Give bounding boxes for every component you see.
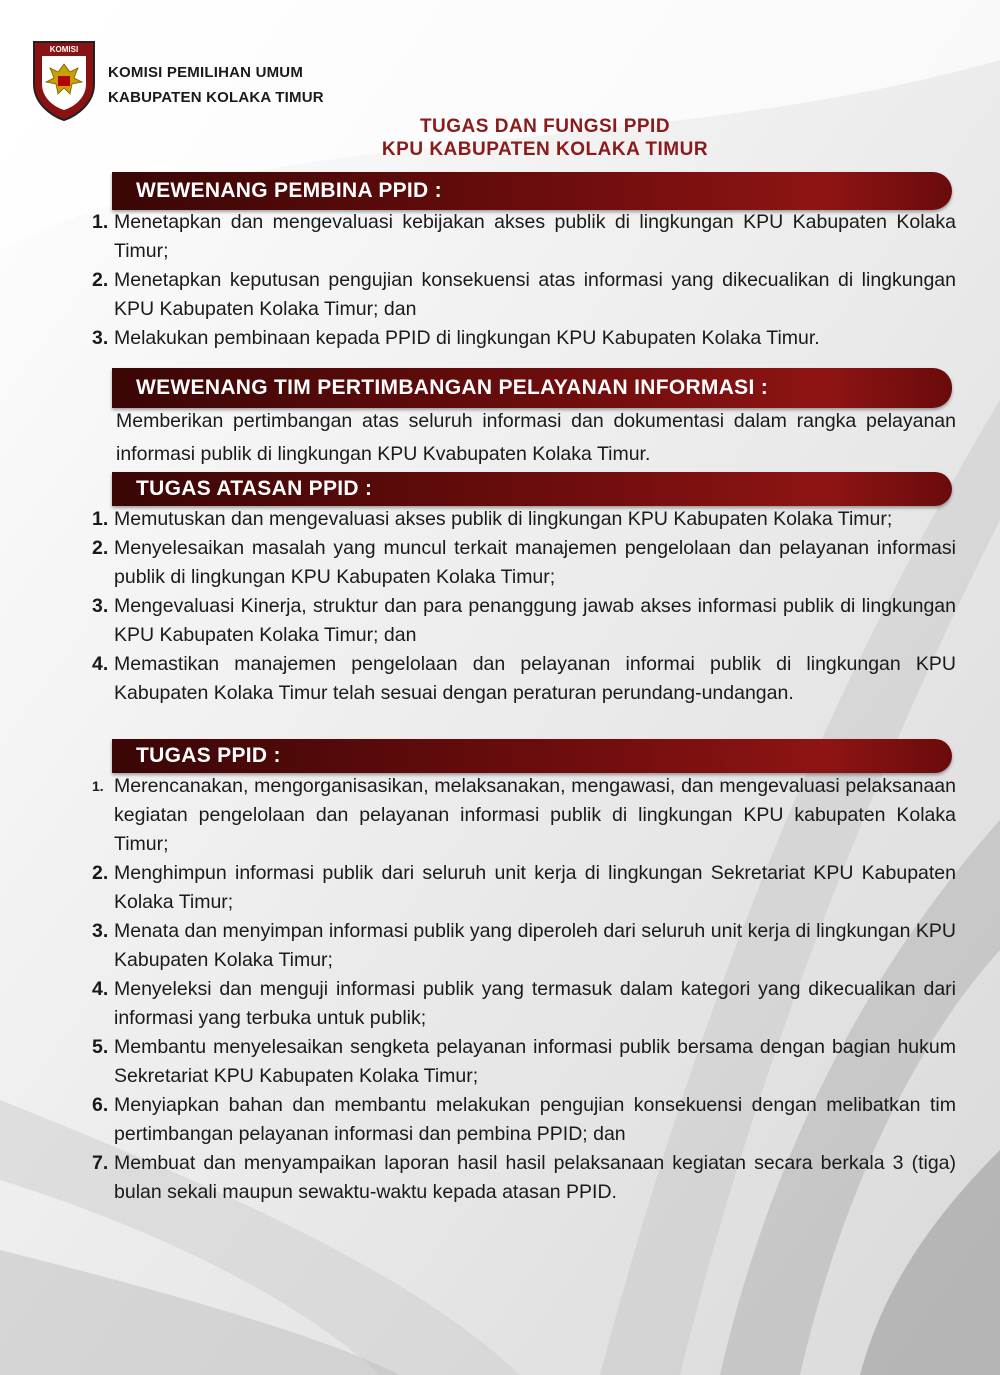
list-item [92, 650, 956, 708]
item-text: Memastikan manajemen pengelolaan dan pelayanan informai publik di lingkungan KPU Kabupaten Kolaka Timur telah sesuai dengan peraturan perundang-undangan. [114, 653, 956, 704]
item-text: Membantu menyelesaikan sengketa pelayanan informasi publik bersama dengan bagian hukum Sekretariat KPU Kabupaten Kolaka Timur; [114, 1036, 956, 1087]
list-item [92, 534, 956, 592]
title-line-2: KPU KABUPATEN KOLAKA TIMUR [381, 139, 709, 160]
item-number: 4. [92, 978, 109, 1000]
item-text: Memutuskan dan mengevaluasi akses publik di lingkungan KPU Kabupaten Kolaka Timur; [114, 508, 893, 530]
item-number: 4. [92, 653, 109, 675]
org-line-2: KABUPATEN KOLAKA TIMUR [108, 89, 324, 106]
item-text: Menyeleksi dan menguji informasi publik yang termasuk dalam kategori yang dikecualikan dari informasi yang terbuka untuk publik; [114, 978, 956, 1029]
list-item [92, 975, 956, 1033]
list-item [92, 592, 956, 650]
list-item [92, 772, 956, 859]
item-number: 3. [92, 327, 109, 349]
list-item [92, 1091, 956, 1149]
item-number: 1. [92, 211, 109, 233]
org-line-1: KOMISI PEMILIHAN UMUM [108, 64, 304, 81]
list-item [92, 1033, 956, 1091]
item-text: Menghimpun informasi publik dari seluruh unit kerja di lingkungan Sekretariat KPU Kabupaten Kolaka Timur; [114, 862, 956, 913]
item-text: Mengevaluasi Kinerja, struktur dan para penanggung jawab akses informasi publik di lingkungan KPU Kabupaten Kolaka Timur; dan [114, 595, 956, 646]
list-item [92, 1149, 956, 1207]
list-item [92, 859, 956, 917]
list-item [92, 208, 956, 266]
organization-name [108, 60, 324, 110]
item-text: Menetapkan dan mengevaluasi kebijakan akses publik di lingkungan KPU Kabupaten Kolaka Timur; [114, 211, 956, 262]
item-number: 3. [92, 920, 109, 942]
list-item [92, 917, 956, 975]
item-number: 5. [92, 1036, 109, 1058]
item-number: 2. [92, 862, 109, 884]
pembina-list [92, 208, 956, 353]
item-text: Membuat dan menyampaikan laporan hasil hasil pelaksanaan kegiatan secara berkala 3 (tiga) bulan sekali maupun sewaktu-waktu kepada atasan PPID. [114, 1152, 956, 1203]
list-item [92, 266, 956, 324]
item-number: 2. [92, 269, 109, 291]
svg-text:KOMISI: KOMISI [49, 45, 79, 54]
section-heading-ppid: TUGAS PPID : [112, 739, 952, 773]
item-number: 1. [92, 778, 104, 794]
item-text: Menyelesaikan masalah yang muncul terkait manajemen pengelolaan dan pelayanan informasi publik di lingkungan KPU Kabupaten Kolaka Timur; [114, 537, 956, 588]
list-item [92, 324, 956, 353]
tim-paragraph: Memberikan pertimbangan atas seluruh informasi dan dokumentasi dalam rangka pelayanan informasi publik di lingkungan KPU Kvabupaten Kolaka Timur. [116, 410, 956, 465]
atasan-list [92, 505, 956, 708]
item-text: Merencanakan, mengorganisasikan, melaksanakan, mengawasi, dan mengevaluasi pelaksanaan kegiatan pengelolaan dan pelayanan informasi publik di lingkungan KPU kabupaten Kolaka Timur; [114, 775, 956, 855]
item-text: Menetapkan keputusan pengujian konsekuensi atas informasi yang dikecualikan di lingkungan KPU Kabupaten Kolaka Timur; dan [114, 269, 956, 320]
document-title [0, 115, 1000, 161]
ppid-list [92, 772, 956, 1207]
section-heading-pembina: WEWENANG PEMBINA PPID : [112, 172, 952, 210]
list-item [92, 505, 956, 534]
item-number: 6. [92, 1094, 109, 1116]
section-heading-atasan: TUGAS ATASAN PPID : [112, 472, 952, 506]
title-line-1: TUGAS DAN FUNGSI PPID [419, 116, 671, 137]
item-number: 2. [92, 537, 109, 559]
item-number: 7. [92, 1152, 109, 1174]
item-text: Menyiapkan bahan dan membantu melakukan pengujian konsekuensi dengan melibatkan tim pertimbangan pelayanan informasi dan pembina PPID; dan [114, 1094, 956, 1145]
item-text: Melakukan pembinaan kepada PPID di lingkungan KPU Kabupaten Kolaka Timur. [114, 327, 820, 349]
item-text: Menata dan menyimpan informasi publik yang diperoleh dari seluruh unit kerja di lingkungan KPU Kabupaten Kolaka Timur; [114, 920, 956, 971]
section-heading-tim: WEWENANG TIM PERTIMBANGAN PELAYANAN INFORMASI : [112, 368, 952, 408]
item-number: 3. [92, 595, 109, 617]
kpu-logo [30, 38, 98, 122]
item-number: 1. [92, 508, 109, 530]
